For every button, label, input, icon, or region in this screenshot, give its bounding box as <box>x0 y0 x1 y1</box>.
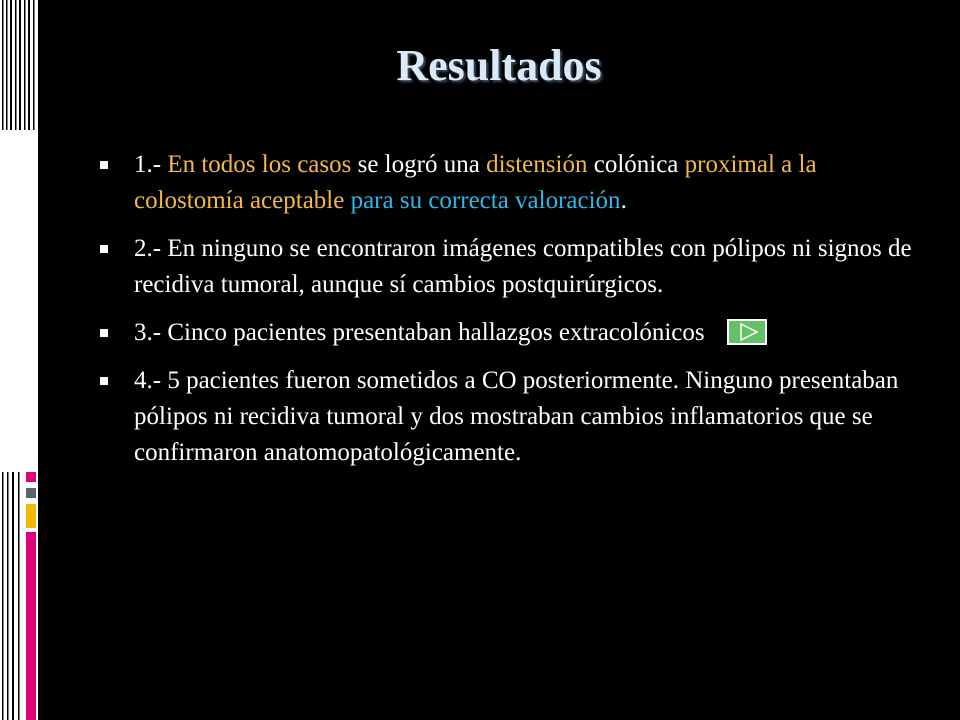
highlight-text: En todos los casos <box>167 151 352 178</box>
highlight-text: proximal a la colostomía aceptable <box>134 151 817 214</box>
vertical-lines-bottom-decoration <box>0 472 38 720</box>
square-bullet-icon <box>100 377 108 385</box>
decorative-sidebar <box>0 0 38 720</box>
bullet-text: 4.- 5 pacientes fueron sometidos a CO posteriormente. Ninguno presentaban pólipos ni recidiva tumoral y dos mostraban cambios inflamatorios que se confirmaron anatomopatológicamente. <box>134 367 899 466</box>
highlight-text-cyan: para su correcta valoración <box>350 187 621 214</box>
play-triangle-icon <box>729 321 765 343</box>
bullet-item-1 <box>100 147 920 219</box>
bullet-segment: colónica <box>587 151 685 178</box>
bullet-segment: se logró una <box>351 151 487 178</box>
bullet-text: 3.- Cinco pacientes presentaban hallazgos extracolónicos <box>134 319 705 346</box>
bullet-item-2 <box>100 231 920 303</box>
bullet-text: 2.- En ninguno se encontraron imágenes compatibles con pólipos ni signos de recidiva tumoral, aunque sí cambios postquirúrgicos. <box>134 235 912 298</box>
bullet-item-3 <box>100 315 920 351</box>
slide-title: Resultados <box>396 41 602 90</box>
bullet-item-4 <box>100 363 920 471</box>
results-bullet-list <box>100 147 920 483</box>
vertical-lines-top-decoration <box>0 0 38 130</box>
play-action-button[interactable] <box>727 319 767 345</box>
bullet-segment: . <box>620 187 627 214</box>
highlight-text: distensión <box>486 151 588 178</box>
square-bullet-icon <box>100 329 108 337</box>
square-bullet-icon <box>100 245 108 253</box>
square-bullet-icon <box>100 161 108 169</box>
slide-canvas <box>38 0 960 720</box>
bullet-segment: 1.- <box>134 151 168 178</box>
